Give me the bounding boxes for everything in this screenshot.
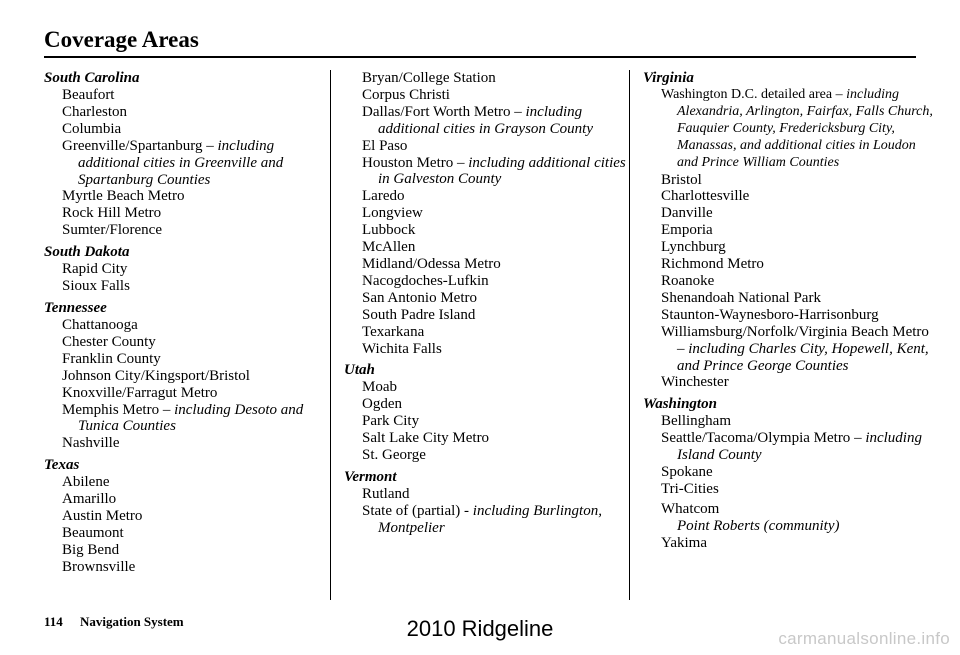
- coverage-entry: [44, 559, 330, 576]
- coverage-entry: [643, 374, 933, 391]
- entry-name: Austin Metro: [62, 508, 143, 525]
- entry-name: Beaufort: [62, 87, 115, 103]
- entry-name: Danville: [661, 205, 713, 222]
- coverage-entry: [344, 307, 626, 324]
- entry-name: Winchester: [661, 374, 729, 391]
- coverage-entry: [344, 324, 626, 341]
- entry-name: San Antonio Metro: [362, 289, 477, 306]
- coverage-entry: [44, 104, 330, 121]
- coverage-entry: [44, 474, 330, 491]
- coverage-entry: [643, 205, 933, 222]
- entry-name: Shenandoah National Park: [661, 289, 821, 306]
- entry-name: Richmond Metro: [661, 256, 764, 273]
- state-heading: Texas: [44, 457, 80, 474]
- state-heading: Utah: [344, 362, 375, 379]
- entry-name: Wichita Falls: [362, 340, 442, 357]
- entry-name: Chattanooga: [62, 316, 138, 333]
- site-watermark: carmanualsonline.info: [778, 629, 950, 648]
- state-group: [44, 300, 330, 452]
- coverage-entry: Seattle/Tacoma/Olympia Metro – including Island County: [661, 430, 922, 464]
- entry-name: Nacogdoches-Lufkin: [362, 272, 489, 289]
- entry-note: including Desoto and Tunica Counties: [78, 401, 304, 435]
- entry-name: Charleston: [62, 103, 127, 120]
- entry-note: including Burlington, Montpelier: [378, 502, 602, 536]
- entry-name: El Paso: [362, 137, 408, 154]
- coverage-entry: [344, 222, 626, 239]
- column-1: [44, 70, 330, 576]
- entry-subnote: Point Roberts (community): [677, 517, 840, 534]
- page-title: Coverage Areas: [44, 27, 199, 52]
- coverage-entry: [344, 87, 626, 104]
- entry-name: Staunton-Waynesboro-Harrisonburg: [661, 306, 879, 323]
- coverage-entry: [344, 138, 626, 155]
- coverage-entry: [344, 486, 626, 503]
- entry-name: Whatcom: [661, 500, 720, 517]
- entry-name: Rutland: [362, 485, 410, 502]
- entry-name: Midland/Odessa Metro: [362, 255, 501, 272]
- coverage-entry: [44, 205, 330, 222]
- entry-name: Moab: [362, 379, 397, 396]
- coverage-entry: Greenville/Spartanburg – including additional cities in Greenville and Spartanburg Counties: [62, 137, 284, 188]
- coverage-entry: [344, 396, 626, 413]
- entry-name: State of (partial): [362, 502, 461, 519]
- entry-name: Washington D.C. detailed area: [661, 87, 833, 102]
- entry-name: Rock Hill Metro: [62, 205, 162, 222]
- column-3: [643, 70, 933, 552]
- coverage-entry: Williamsburg/Norfolk/Virginia Beach Metro – including Charles City, Hopewell, Kent, and Prince George Counties: [661, 323, 929, 374]
- coverage-entry: [344, 379, 626, 396]
- coverage-entry: [344, 256, 626, 273]
- coverage-entry: [44, 435, 330, 452]
- entry-name: Amarillo: [62, 491, 117, 508]
- entry-name: Ogden: [362, 396, 402, 413]
- coverage-entry: [344, 341, 626, 358]
- entry-name: Myrtle Beach Metro: [62, 188, 185, 205]
- entry-name: Spokane: [661, 464, 713, 481]
- title-rule: [44, 56, 916, 58]
- entry-name: Memphis Metro: [62, 401, 160, 418]
- coverage-entry: Memphis Metro – including Desoto and Tunica Counties: [62, 401, 304, 435]
- coverage-entry: [44, 261, 330, 278]
- coverage-entry: [643, 535, 933, 552]
- entry-name: South Padre Island: [362, 306, 476, 323]
- entry-note: including additional cities in Galveston County: [378, 154, 626, 188]
- entry-name: Knoxville/Farragut Metro: [62, 384, 218, 401]
- coverage-entry: [44, 525, 330, 542]
- entry-name: Texarkana: [362, 323, 425, 340]
- entry-note: including additional cities in Greenville and Spartanburg Counties: [78, 137, 284, 188]
- coverage-entry: [344, 447, 626, 464]
- coverage-entry: [344, 413, 626, 430]
- entry-note: including additional cities in Grayson County: [378, 103, 593, 137]
- column-divider-2: [629, 70, 630, 600]
- entry-name: Bellingham: [661, 413, 731, 430]
- entry-name: Williamsburg/Norfolk/Virginia Beach Metro: [661, 323, 929, 340]
- entry-name: Chester County: [62, 333, 156, 350]
- coverage-entry: [44, 334, 330, 351]
- entry-name: Corpus Christi: [362, 86, 450, 103]
- entry-name: Emporia: [661, 222, 713, 239]
- entry-note: including Alexandria, Arlington, Fairfax, Falls Church, Fauquier County, Fredericksburg City, Manassas, and additional cities in Loudon and Prince William Counties: [677, 87, 933, 170]
- entry-name: Nashville: [62, 435, 120, 452]
- entry-note: including Charles City, Hopewell, Kent, and Prince George Counties: [677, 340, 929, 374]
- state-group: [344, 469, 626, 537]
- state-group: [344, 362, 626, 464]
- coverage-entry: Houston Metro – including additional cities in Galveston County: [362, 154, 626, 188]
- coverage-entry: [44, 278, 330, 295]
- entry-name: Dallas/Fort Worth Metro: [362, 103, 511, 120]
- entry-name: Franklin County: [62, 350, 161, 367]
- coverage-entry: [643, 481, 933, 498]
- state-heading: Washington: [643, 396, 717, 413]
- entry-name: Houston Metro: [362, 154, 454, 171]
- section-label: Navigation System: [80, 614, 184, 629]
- state-heading: Tennessee: [44, 299, 107, 316]
- entry-name: Park City: [362, 413, 420, 430]
- state-group: [643, 396, 933, 551]
- entry-name: Columbia: [62, 120, 122, 137]
- coverage-entry: [643, 273, 933, 290]
- entry-name: Bryan/College Station: [362, 70, 496, 86]
- coverage-entry: [344, 239, 626, 256]
- column-2: [344, 70, 626, 537]
- coverage-entry: [44, 542, 330, 559]
- coverage-entry: State of (partial) - including Burlington, Montpelier: [362, 502, 602, 536]
- coverage-entry: [344, 430, 626, 447]
- column-divider-1: [330, 70, 331, 600]
- entry-name: Charlottesville: [661, 188, 750, 205]
- coverage-entry: [44, 491, 330, 508]
- state-heading: South Carolina: [44, 70, 140, 86]
- coverage-entry: [44, 188, 330, 205]
- coverage-entry: [344, 273, 626, 290]
- coverage-entry: [643, 501, 933, 518]
- coverage-entry: Washington D.C. detailed area – including Alexandria, Arlington, Fairfax, Falls Church, Fauquier County, Fredericksburg City, Manassas, and additional cities in Loudon and Prince William Counties: [661, 87, 933, 170]
- coverage-entry: [643, 290, 933, 307]
- entry-name: Sumter/Florence: [62, 222, 162, 239]
- entry-name: Tri-Cities: [661, 480, 719, 497]
- coverage-entry: Dallas/Fort Worth Metro – including additional cities in Grayson County: [362, 103, 593, 137]
- state-heading: South Dakota: [44, 244, 130, 261]
- entry-name: Greenville/Spartanburg: [62, 137, 203, 154]
- coverage-entry: [643, 256, 933, 273]
- coverage-entry: [643, 222, 933, 239]
- entry-name: Yakima: [661, 534, 707, 551]
- entry-name: Longview: [362, 205, 423, 222]
- coverage-entry: [344, 205, 626, 222]
- coverage-entry: [643, 172, 933, 189]
- state-group: [643, 70, 933, 391]
- entry-name: Seattle/Tacoma/Olympia Metro: [661, 430, 851, 447]
- coverage-entry: [44, 351, 330, 368]
- coverage-entry: [44, 222, 330, 239]
- coverage-entry: [44, 87, 330, 104]
- coverage-entry: [44, 385, 330, 402]
- coverage-entry: [344, 188, 626, 205]
- entry-name: Abilene: [62, 474, 110, 491]
- coverage-entry: [344, 290, 626, 307]
- page-number: 114: [44, 614, 63, 629]
- entry-name: Laredo: [362, 188, 405, 205]
- entry-name: McAllen: [362, 239, 416, 256]
- coverage-entry: [643, 239, 933, 256]
- state-group: [44, 244, 330, 295]
- state-group: [44, 457, 330, 575]
- state-heading: Virginia: [643, 70, 694, 86]
- coverage-entry: [44, 508, 330, 525]
- entry-name: Beaumont: [62, 524, 124, 541]
- coverage-entry: [344, 70, 626, 87]
- coverage-entry: [643, 413, 933, 430]
- coverage-entry: [643, 464, 933, 481]
- watermark-text: 2010 Ridgeline: [406, 616, 554, 641]
- entry-name: Bristol: [661, 171, 702, 188]
- coverage-entry: [44, 317, 330, 334]
- entry-note: including Island County: [677, 430, 922, 464]
- entry-name: St. George: [362, 447, 426, 464]
- entry-name: Salt Lake City Metro: [362, 430, 490, 447]
- coverage-entry: [44, 121, 330, 138]
- coverage-entry: [643, 307, 933, 324]
- coverage-entry: [44, 368, 330, 385]
- entry-name: Rapid City: [62, 261, 128, 278]
- state-group: [344, 70, 626, 357]
- entry-name: Roanoke: [661, 272, 715, 289]
- entry-name: Johnson City/Kingsport/Bristol: [62, 367, 250, 384]
- coverage-entry: [643, 188, 933, 205]
- entry-name: Lynchburg: [661, 239, 726, 256]
- entry-name: Lubbock: [362, 222, 416, 239]
- state-heading: Vermont: [344, 468, 397, 485]
- entry-name: Brownsville: [62, 558, 136, 575]
- entry-name: Big Bend: [62, 541, 120, 558]
- entry-name: Sioux Falls: [62, 278, 130, 295]
- state-group: [44, 70, 330, 239]
